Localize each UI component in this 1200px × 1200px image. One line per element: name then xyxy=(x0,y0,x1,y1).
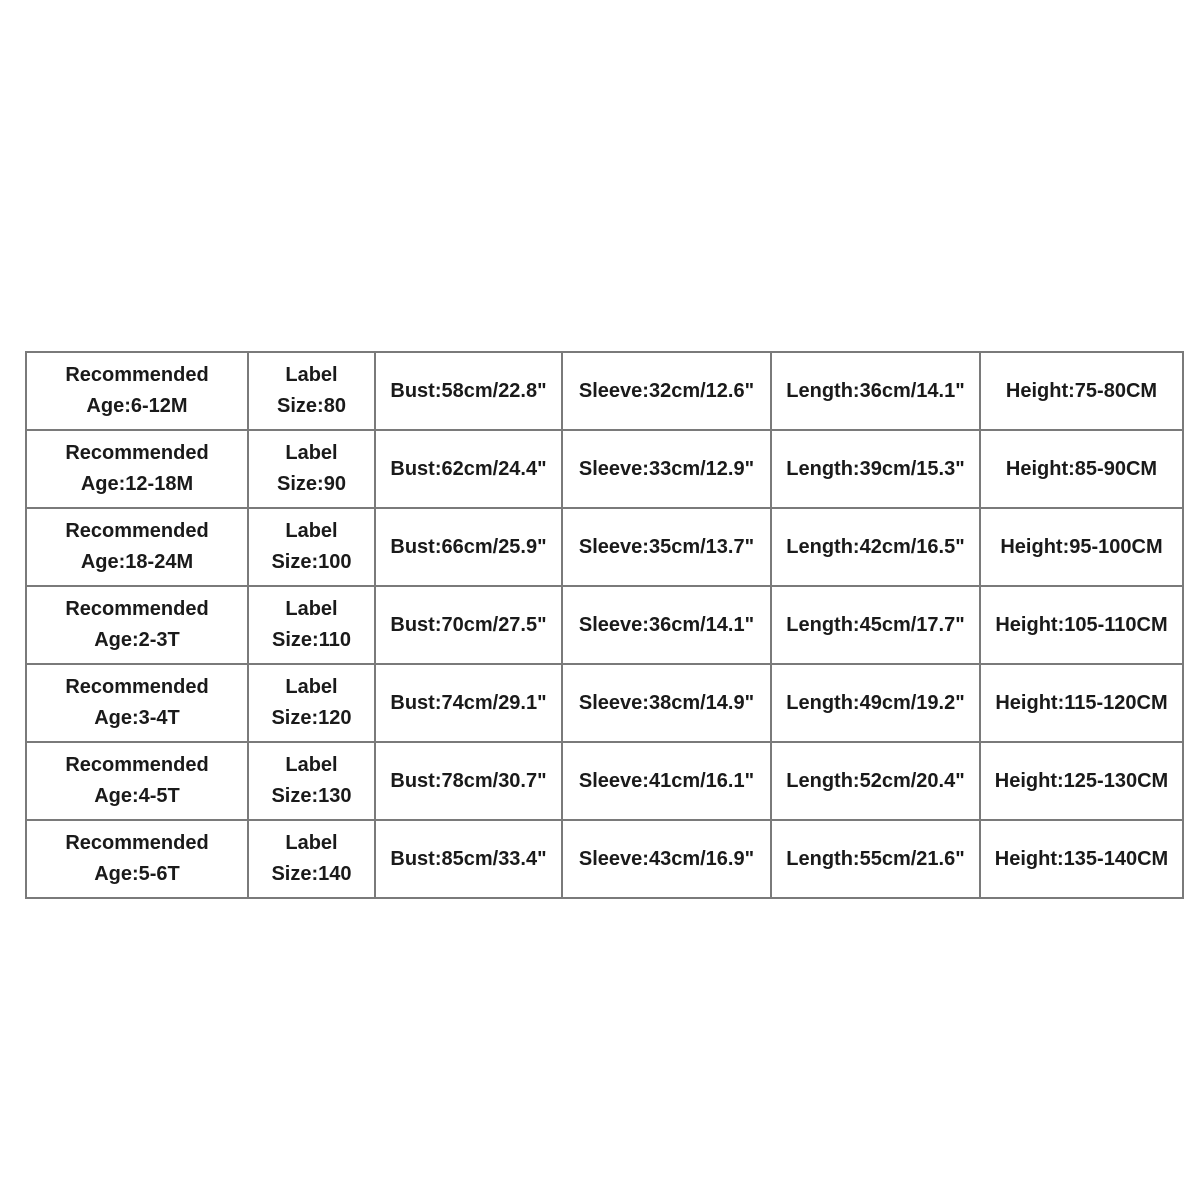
recommended-age-cell xyxy=(26,352,248,430)
bust-cell: Bust:85cm/33.4" xyxy=(375,820,562,898)
sleeve-cell: Sleeve:43cm/16.9" xyxy=(562,820,771,898)
label-heading: Label xyxy=(285,832,338,854)
label-size-value: Size:100 xyxy=(271,551,352,573)
label-size-cell xyxy=(248,820,375,898)
age-value: Age:5-6T xyxy=(94,863,180,885)
label-size-value: Size:120 xyxy=(271,707,352,729)
age-value: Age:18-24M xyxy=(80,551,194,573)
label-size-cell xyxy=(248,664,375,742)
label-size-cell xyxy=(248,352,375,430)
bust-cell: Bust:58cm/22.8" xyxy=(375,352,562,430)
length-cell: Length:49cm/19.2" xyxy=(771,664,980,742)
age-value: Age:2-3T xyxy=(94,629,180,651)
recommended-age-cell xyxy=(26,586,248,664)
length-cell: Length:36cm/14.1" xyxy=(771,352,980,430)
length-cell: Length:45cm/17.7" xyxy=(771,586,980,664)
table-row xyxy=(26,508,1183,586)
recommended-age-cell xyxy=(26,820,248,898)
table-row xyxy=(26,820,1183,898)
label-size-value: Size:110 xyxy=(272,629,351,651)
age-value: Age:4-5T xyxy=(94,785,180,807)
age-value: Age:3-4T xyxy=(94,707,180,729)
length-cell: Length:39cm/15.3" xyxy=(771,430,980,508)
length-cell: Length:55cm/21.6" xyxy=(771,820,980,898)
age-value: Age:6-12M xyxy=(86,395,188,417)
bust-cell: Bust:78cm/30.7" xyxy=(375,742,562,820)
label-size-cell xyxy=(248,508,375,586)
bust-cell: Bust:62cm/24.4" xyxy=(375,430,562,508)
label-size-value: Size:80 xyxy=(277,395,346,417)
age-heading: Recommended xyxy=(65,832,209,854)
recommended-age-cell xyxy=(26,664,248,742)
length-cell: Length:42cm/16.5" xyxy=(771,508,980,586)
label-size-cell xyxy=(248,430,375,508)
age-heading: Recommended xyxy=(65,520,209,542)
height-cell: Height:105-110CM xyxy=(980,586,1183,664)
bust-cell: Bust:70cm/27.5" xyxy=(375,586,562,664)
table-row xyxy=(26,586,1183,664)
sleeve-cell: Sleeve:33cm/12.9" xyxy=(562,430,771,508)
label-heading: Label xyxy=(285,598,338,620)
recommended-age-cell xyxy=(26,742,248,820)
sleeve-cell: Sleeve:38cm/14.9" xyxy=(562,664,771,742)
height-cell: Height:95-100CM xyxy=(980,508,1183,586)
label-size-value: Size:90 xyxy=(277,473,346,495)
sleeve-cell: Sleeve:41cm/16.1" xyxy=(562,742,771,820)
table-row xyxy=(26,430,1183,508)
label-size-cell xyxy=(248,586,375,664)
age-value: Age:12-18M xyxy=(80,473,194,495)
label-heading: Label xyxy=(285,520,338,542)
recommended-age-cell xyxy=(26,508,248,586)
age-heading: Recommended xyxy=(65,598,209,620)
height-cell: Height:125-130CM xyxy=(980,742,1183,820)
sleeve-cell: Sleeve:32cm/12.6" xyxy=(562,352,771,430)
age-heading: Recommended xyxy=(65,442,209,464)
label-size-cell xyxy=(248,742,375,820)
label-heading: Label xyxy=(285,442,338,464)
table-row xyxy=(26,742,1183,820)
age-heading: Recommended xyxy=(65,754,209,776)
height-cell: Height:75-80CM xyxy=(980,352,1183,430)
age-heading: Recommended xyxy=(65,676,209,698)
sleeve-cell: Sleeve:35cm/13.7" xyxy=(562,508,771,586)
height-cell: Height:135-140CM xyxy=(980,820,1183,898)
label-size-value: Size:140 xyxy=(271,863,352,885)
table-row xyxy=(26,664,1183,742)
length-cell: Length:52cm/20.4" xyxy=(771,742,980,820)
height-cell: Height:115-120CM xyxy=(980,664,1183,742)
table-row xyxy=(26,352,1183,430)
bust-cell: Bust:66cm/25.9" xyxy=(375,508,562,586)
label-heading: Label xyxy=(285,364,338,386)
label-size-value: Size:130 xyxy=(271,785,352,807)
sleeve-cell: Sleeve:36cm/14.1" xyxy=(562,586,771,664)
height-cell: Height:85-90CM xyxy=(980,430,1183,508)
size-chart-body xyxy=(26,352,1183,898)
label-heading: Label xyxy=(285,676,338,698)
size-chart-table xyxy=(25,351,1184,899)
age-heading: Recommended xyxy=(65,364,209,386)
bust-cell: Bust:74cm/29.1" xyxy=(375,664,562,742)
recommended-age-cell xyxy=(26,430,248,508)
label-heading: Label xyxy=(285,754,338,776)
